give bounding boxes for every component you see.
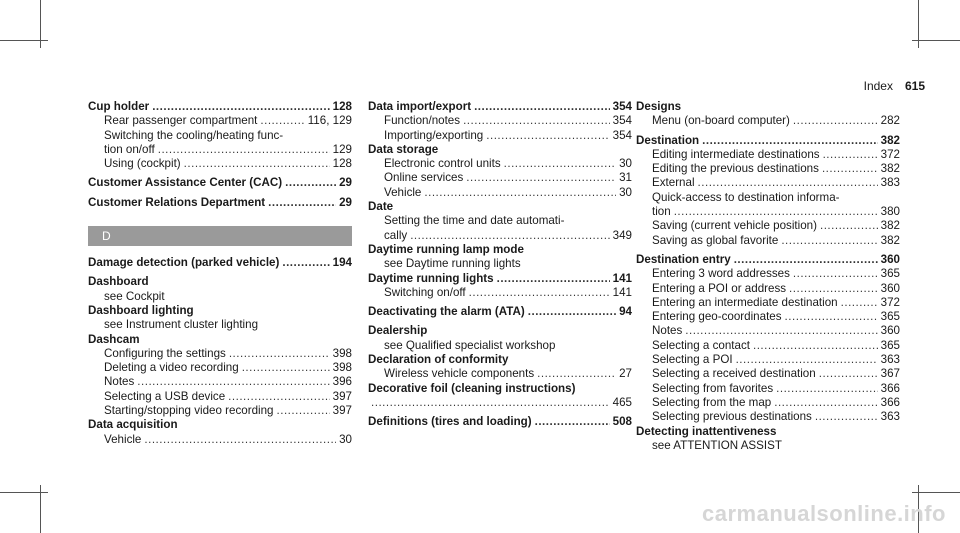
page-reference[interactable]: 372 xyxy=(880,147,900,161)
entry-text: Configuring the settings xyxy=(104,346,226,360)
page-number: 615 xyxy=(904,79,925,93)
dot-leader xyxy=(781,234,877,248)
index-entry xyxy=(368,415,632,429)
dot-leader xyxy=(815,410,878,424)
dot-leader xyxy=(152,100,329,114)
dot-leader xyxy=(285,176,336,190)
dot-leader xyxy=(776,382,878,396)
page-reference[interactable]: 372 xyxy=(880,295,900,309)
page-reference[interactable]: 363 xyxy=(880,410,900,424)
page-reference[interactable]: 382 xyxy=(880,233,900,247)
entry-text: Importing/exporting xyxy=(384,128,484,142)
entry-text: Quick-access to destination informa- xyxy=(652,190,840,204)
index-subentry xyxy=(368,114,632,128)
index-column-3 xyxy=(636,100,900,453)
index-subentry xyxy=(636,310,900,324)
header-label: Index xyxy=(863,79,893,93)
page-reference[interactable]: 128 xyxy=(332,157,352,171)
dot-leader xyxy=(424,186,616,200)
dot-leader xyxy=(785,310,878,324)
page-reference[interactable]: 365 xyxy=(880,338,900,352)
entry-text: Destination entry xyxy=(636,252,731,266)
index-subentry xyxy=(636,234,900,248)
entry-text: Date xyxy=(368,200,394,214)
dot-leader xyxy=(137,375,329,389)
index-entry xyxy=(88,333,352,347)
page-reference[interactable]: 30 xyxy=(619,185,632,199)
page-reference[interactable]: 397 xyxy=(332,404,352,418)
dot-leader xyxy=(734,253,878,267)
entry-text: see Cockpit xyxy=(104,289,165,303)
entry-text: Editing the previous destinations xyxy=(652,162,819,176)
page-reference[interactable]: 30 xyxy=(619,157,632,171)
page-reference[interactable]: 398 xyxy=(332,361,352,375)
index-entry xyxy=(368,324,632,338)
index-entry xyxy=(88,256,352,270)
index-entry xyxy=(368,243,632,257)
page-reference[interactable]: 30 xyxy=(339,432,352,446)
entry-text: Selecting from the map xyxy=(652,395,772,409)
index-subentry xyxy=(368,214,632,228)
page-reference[interactable]: 382 xyxy=(880,133,900,147)
index-subentry xyxy=(636,296,900,310)
dot-leader xyxy=(685,324,877,338)
entry-text: Dashcam xyxy=(88,332,140,346)
entry-text: Customer Relations Department xyxy=(88,195,266,209)
dot-leader xyxy=(474,100,610,114)
dot-leader xyxy=(242,361,330,375)
index-subentry xyxy=(88,114,352,128)
dot-leader xyxy=(674,205,878,219)
index-subentry xyxy=(636,148,900,162)
page-reference[interactable]: 354 xyxy=(612,114,632,128)
entry-text: Wireless vehicle components xyxy=(384,367,535,381)
index-entry xyxy=(88,100,352,114)
entry-text: see Instrument cluster lighting xyxy=(104,318,259,332)
index-subentry xyxy=(636,339,900,353)
entry-text: Online services xyxy=(384,171,464,185)
index-subentry xyxy=(88,318,352,332)
entry-text: Entering 3 word addresses xyxy=(652,267,790,281)
dot-leader xyxy=(822,162,878,176)
entry-text: Decorative foil (cleaning instructions) xyxy=(368,381,576,395)
index-entry xyxy=(368,305,632,319)
index-subentry xyxy=(368,286,632,300)
entry-text: Saving (current vehicle position) xyxy=(652,219,817,233)
dot-leader xyxy=(184,157,330,171)
dot-leader xyxy=(793,114,878,128)
index-subentry xyxy=(368,339,632,353)
crop-mark xyxy=(912,492,960,493)
entry-text: Dealership xyxy=(368,324,428,338)
page-reference[interactable]: 128 xyxy=(332,100,352,113)
dot-leader xyxy=(466,171,616,185)
index-subentry xyxy=(636,396,900,410)
dot-leader xyxy=(268,196,336,210)
index-subentry xyxy=(88,375,352,389)
entry-text: Rear passenger compartment xyxy=(104,114,258,128)
index-entry xyxy=(368,272,632,286)
index-subentry xyxy=(636,205,900,219)
dot-leader xyxy=(819,367,878,381)
index-entry xyxy=(368,353,632,367)
dot-leader xyxy=(410,229,609,243)
entry-text: Vehicle xyxy=(104,432,142,446)
index-subentry xyxy=(636,382,900,396)
entry-text: Designs xyxy=(636,100,682,113)
entry-text: Electronic control units xyxy=(384,157,501,171)
dot-leader xyxy=(528,305,616,319)
page-reference[interactable]: 383 xyxy=(880,176,900,190)
dot-leader xyxy=(260,114,304,128)
dot-leader xyxy=(702,134,878,148)
page-reference[interactable]: 465 xyxy=(612,395,632,409)
dot-leader xyxy=(463,114,610,128)
index-entry xyxy=(88,196,352,210)
page-reference[interactable]: 31 xyxy=(619,171,632,185)
dot-leader xyxy=(158,143,330,157)
index-subentry xyxy=(636,410,900,424)
page-reference[interactable]: 382 xyxy=(880,219,900,233)
index-subentry xyxy=(636,324,900,338)
page-reference[interactable]: 363 xyxy=(880,353,900,367)
entry-text: Deleting a video recording xyxy=(104,361,239,375)
page-reference[interactable]: 141 xyxy=(612,271,632,285)
entry-text: Function/notes xyxy=(384,114,461,128)
page-reference[interactable]: 360 xyxy=(880,281,900,295)
dot-leader xyxy=(486,129,609,143)
dot-leader xyxy=(823,148,878,162)
index-subentry xyxy=(88,143,352,157)
entry-text: Detecting inattentiveness xyxy=(636,424,777,438)
index-subentry xyxy=(636,282,900,296)
entry-text: Selecting a received destination xyxy=(652,367,816,381)
entry-text: Definitions (tires and loading) xyxy=(368,415,532,429)
dot-leader xyxy=(774,396,877,410)
index-subentry xyxy=(368,171,632,185)
index-subentry xyxy=(636,114,900,128)
entry-text: Dashboard xyxy=(88,275,149,289)
index-subentry xyxy=(88,347,352,361)
page-reference[interactable]: 360 xyxy=(880,324,900,338)
page-reference[interactable]: 382 xyxy=(880,162,900,176)
dot-leader xyxy=(789,282,878,296)
entry-text: Data acquisition xyxy=(88,418,178,432)
index-subentry xyxy=(368,367,632,381)
index-entry xyxy=(88,275,352,289)
page-reference[interactable]: 129 xyxy=(332,142,352,156)
page-reference[interactable]: 282 xyxy=(880,114,900,128)
page-reference[interactable]: 194 xyxy=(332,256,352,270)
entry-text: Selecting previous destinations xyxy=(652,410,812,424)
entry-text: Editing intermediate destinations xyxy=(652,147,820,161)
entry-text: Menu (on-board computer) xyxy=(652,114,790,128)
page-reference[interactable]: 366 xyxy=(880,395,900,409)
dot-leader xyxy=(793,267,878,281)
dot-leader xyxy=(282,256,329,270)
dot-leader xyxy=(497,272,610,286)
index-entry xyxy=(88,176,352,190)
index-subentry xyxy=(636,353,900,367)
entry-text: Selecting a POI xyxy=(652,353,733,367)
entry-text: Starting/stopping video recording xyxy=(104,404,274,418)
section-letter: D xyxy=(88,226,352,246)
crop-mark xyxy=(912,40,960,41)
page-reference[interactable]: 29 xyxy=(339,176,352,190)
page-reference[interactable]: 354 xyxy=(612,128,632,142)
entry-text: tion xyxy=(652,205,671,219)
index-subentry xyxy=(636,439,900,453)
index-entry xyxy=(636,425,900,439)
page-reference[interactable]: 349 xyxy=(612,228,632,242)
index-entry xyxy=(368,143,632,157)
index-subentry xyxy=(636,191,900,205)
entry-text: External xyxy=(652,176,695,190)
page-reference[interactable]: 29 xyxy=(339,195,352,209)
entry-text: Deactivating the alarm (ATA) xyxy=(368,305,525,319)
index-entry xyxy=(88,304,352,318)
dot-leader xyxy=(535,415,610,429)
index-subentry xyxy=(88,404,352,418)
entry-text: see Daytime running lights xyxy=(384,257,521,271)
index-entry xyxy=(368,382,632,396)
entry-text: Selecting from favorites xyxy=(652,381,774,395)
index-subentry xyxy=(368,257,632,271)
page-header xyxy=(864,79,925,93)
entry-text: Switching the cooling/heating func- xyxy=(104,128,284,142)
index-subentry xyxy=(636,219,900,233)
index-entry xyxy=(368,200,632,214)
page-reference[interactable]: 398 xyxy=(332,346,352,360)
index-subentry xyxy=(88,157,352,171)
index-subentry xyxy=(88,361,352,375)
dot-leader xyxy=(504,157,616,171)
index-subentry xyxy=(368,186,632,200)
entry-text: Entering a POI or address xyxy=(652,281,787,295)
entry-text: Daytime running lamp mode xyxy=(368,242,524,256)
entry-text: Saving as global favorite xyxy=(652,233,779,247)
dot-leader xyxy=(698,176,878,190)
page-reference[interactable]: 366 xyxy=(880,381,900,395)
page-reference[interactable]: 508 xyxy=(612,415,632,429)
page-reference[interactable]: 365 xyxy=(880,267,900,281)
entry-text: Declaration of conformity xyxy=(368,353,509,367)
entry-text: Notes xyxy=(104,375,135,389)
index-entry xyxy=(368,396,632,410)
index-subentry xyxy=(88,290,352,304)
entry-text: Entering an intermediate destination xyxy=(652,295,838,309)
page-reference[interactable]: 365 xyxy=(880,310,900,324)
index-subentry xyxy=(636,367,900,381)
entry-text: Selecting a contact xyxy=(652,338,750,352)
index-entry xyxy=(636,134,900,148)
page-reference[interactable]: 94 xyxy=(619,305,632,319)
page-reference[interactable]: 380 xyxy=(880,205,900,219)
page-reference[interactable]: 367 xyxy=(880,367,900,381)
entry-text: tion on/off xyxy=(104,142,155,156)
index-subentry xyxy=(636,162,900,176)
entry-text: Cup holder xyxy=(88,100,150,113)
entry-text: Vehicle xyxy=(384,185,422,199)
entry-text: Selecting a USB device xyxy=(104,389,226,403)
watermark: carmanualsonline.info xyxy=(702,501,946,526)
index-subentry xyxy=(88,433,352,447)
entry-text: Switching on/off xyxy=(384,285,466,299)
index-subentry xyxy=(368,157,632,171)
crop-mark xyxy=(0,492,48,493)
index-subentry xyxy=(368,129,632,143)
index-column-1 xyxy=(88,100,352,447)
dot-leader xyxy=(228,390,329,404)
page-reference[interactable]: 397 xyxy=(332,389,352,403)
page-reference[interactable]: 354 xyxy=(612,100,632,113)
dot-leader xyxy=(753,339,878,353)
dot-leader xyxy=(820,219,878,233)
entry-text: cally xyxy=(384,228,408,242)
page-reference[interactable]: 27 xyxy=(619,367,632,381)
index-subentry xyxy=(88,390,352,404)
entry-text: Damage detection (parked vehicle) xyxy=(88,256,280,270)
entry-text: Entering geo-coordinates xyxy=(652,310,782,324)
entry-text: Setting the time and date automati- xyxy=(384,214,565,228)
dot-leader xyxy=(144,433,336,447)
dot-leader xyxy=(736,353,878,367)
dot-leader xyxy=(841,296,878,310)
page-reference[interactable]: 116, 129 xyxy=(307,114,352,128)
entry-text: Data import/export xyxy=(368,100,472,113)
index-subentry xyxy=(636,267,900,281)
index-subentry xyxy=(636,176,900,190)
entry-text: see ATTENTION ASSIST xyxy=(652,438,782,452)
page-reference[interactable]: 141 xyxy=(612,285,632,299)
entry-text: see Qualified specialist workshop xyxy=(384,338,556,352)
entry-text: Notes xyxy=(652,324,683,338)
entry-text: Daytime running lights xyxy=(368,271,494,285)
page-reference[interactable]: 396 xyxy=(332,375,352,389)
entry-text: Data storage xyxy=(368,142,439,156)
index-entry xyxy=(88,418,352,432)
crop-mark xyxy=(0,40,48,41)
dot-leader xyxy=(537,367,616,381)
index-subentry xyxy=(368,229,632,243)
dot-leader xyxy=(277,404,330,418)
index-entry xyxy=(636,100,900,114)
dot-leader xyxy=(229,347,330,361)
index-entry xyxy=(368,100,632,114)
index-subentry xyxy=(88,129,352,143)
index-entry xyxy=(636,253,900,267)
entry-text: Destination xyxy=(636,133,700,147)
entry-text: Customer Assistance Center (CAC) xyxy=(88,176,283,190)
dot-leader xyxy=(469,286,610,300)
entry-text: Dashboard lighting xyxy=(88,303,194,317)
entry-text: Using (cockpit) xyxy=(104,157,181,171)
page-reference[interactable]: 360 xyxy=(880,252,900,266)
dot-leader xyxy=(371,396,610,410)
index-column-2 xyxy=(368,100,632,430)
